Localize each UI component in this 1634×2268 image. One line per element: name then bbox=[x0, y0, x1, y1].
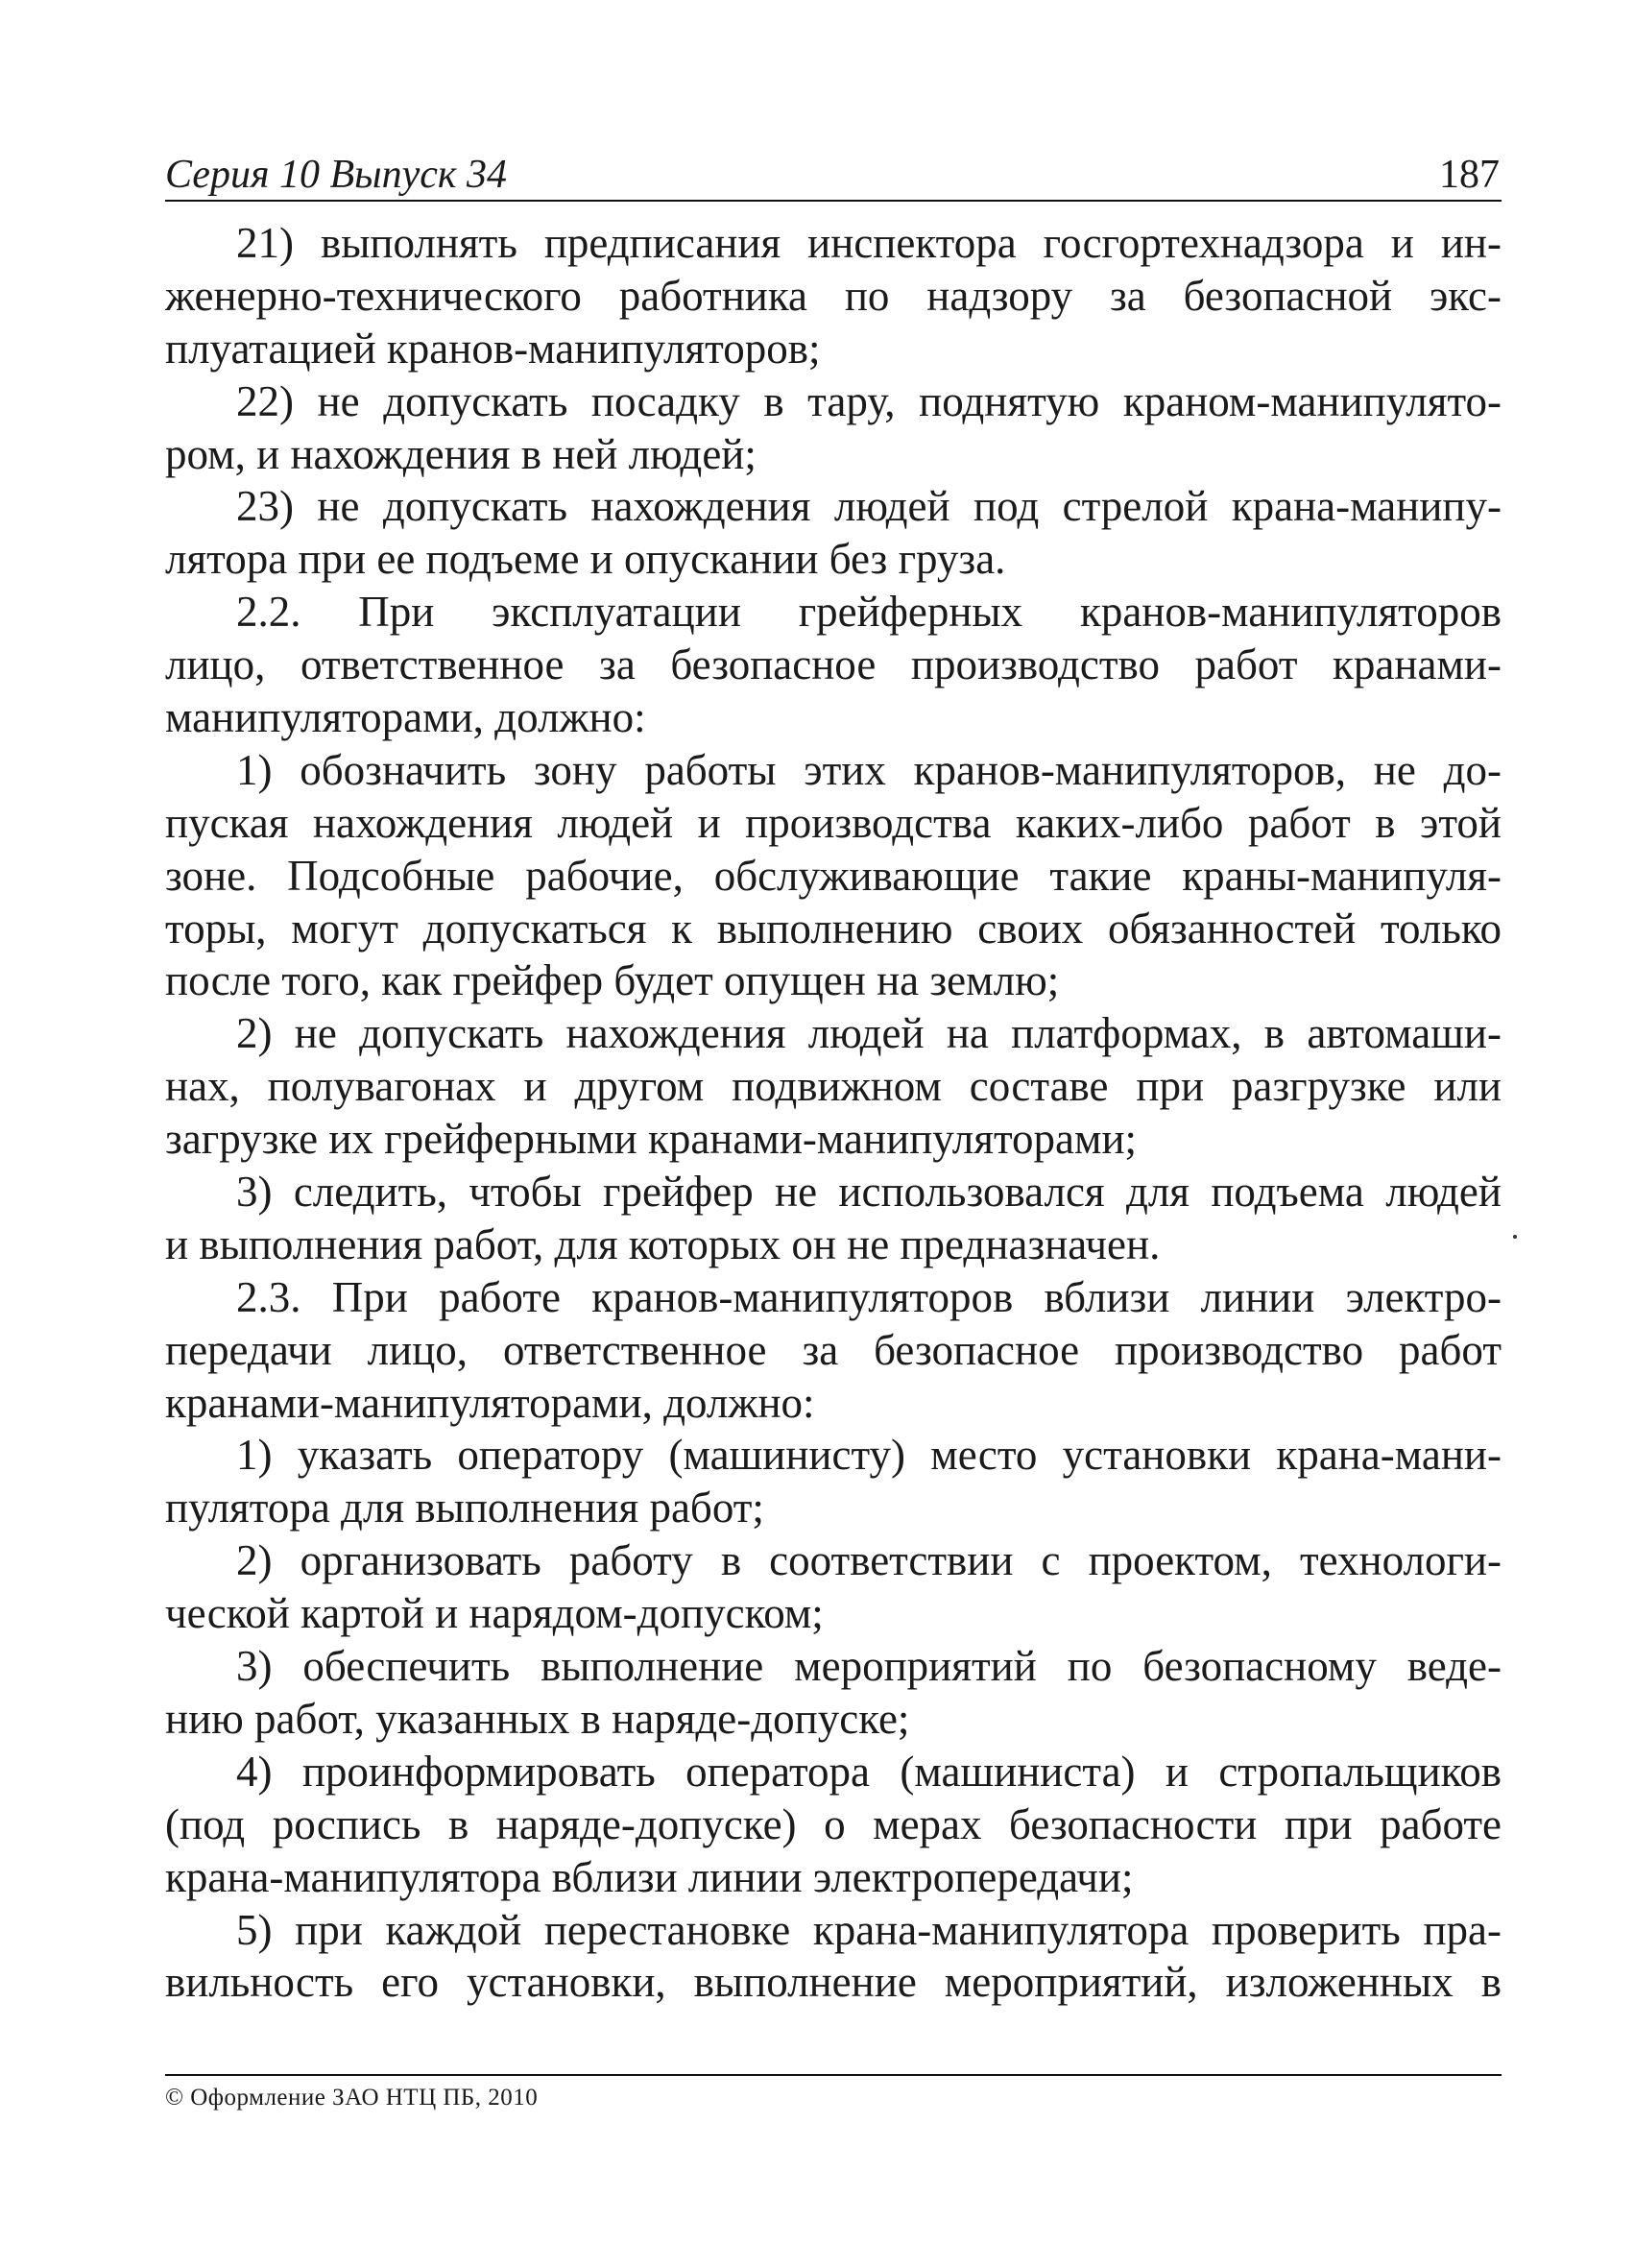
series-title: Серия 10 Выпуск 34 bbox=[165, 153, 507, 197]
text-line: нию работ, указанных в наряде-допуске; bbox=[165, 1694, 910, 1743]
text-line: 2) не допускать нахождения людей на платформах, в автомаши- bbox=[236, 1009, 1502, 1058]
text-line: (под роспись в наряде-допуске) о мерах безопасности при работе bbox=[165, 1799, 1502, 1848]
text-line: 1) указать оператору (машинисту) место установки крана-мани- bbox=[236, 1431, 1502, 1480]
text-line: передачи лицо, ответственное за безопасное производство работ bbox=[165, 1325, 1502, 1374]
text-line: лятора при ее подъеме и опускании без груза. bbox=[165, 535, 1006, 584]
text-line: 2.2. При эксплуатации грейферных кранов-манипуляторов bbox=[236, 588, 1502, 637]
text-line: пуская нахождения людей и производства каких-либо работ в этой bbox=[165, 798, 1502, 847]
text-line: и выполнения работ, для которых он не предназначен. bbox=[165, 1219, 1161, 1268]
text-line: женерно-технического работника по надзору за безопасной экс- bbox=[165, 271, 1502, 320]
footer-copyright: © Оформление ЗАО НТЦ ПБ, 2010 bbox=[165, 2085, 539, 2111]
body-text bbox=[165, 217, 1502, 2009]
text-line: зоне. Подсобные рабочие, обслуживающие такие краны-манипуля- bbox=[165, 851, 1502, 900]
text-line: 23) не допускать нахождения людей под стрелой крана-манипу- bbox=[236, 482, 1502, 531]
text-line: 3) следить, чтобы грейфер не использовался для подъема людей bbox=[236, 1168, 1502, 1217]
text-line: 3) обеспечить выполнение мероприятий по безопасному веде- bbox=[236, 1642, 1502, 1691]
page-number: 187 bbox=[1439, 153, 1500, 197]
text-line: торы, могут допускаться к выполнению своих обязанностей только bbox=[165, 904, 1502, 953]
text-line: плуатацией кранов-манипуляторов; bbox=[165, 324, 821, 373]
text-line: лицо, ответственное за безопасное производство работ кранами- bbox=[165, 640, 1502, 689]
text-line: 5) при каждой перестановке крана-манипулятора проверить пра- bbox=[236, 1905, 1502, 1954]
footer-divider bbox=[165, 2074, 1502, 2076]
text-line: вильность его установки, выполнение мероприятий, изложенных в bbox=[165, 1958, 1502, 2007]
text-line: ческой картой и нарядом-допуском; bbox=[165, 1589, 824, 1638]
text-line: загрузке их грейферными кранами-манипуляторами; bbox=[165, 1115, 1138, 1164]
text-line: нах, полувагонах и другом подвижном составе при разгрузке или bbox=[165, 1062, 1502, 1111]
text-line: 2) организовать работу в соответствии с проектом, технологи- bbox=[236, 1536, 1502, 1585]
text-line: 1) обозначить зону работы этих кранов-манипуляторов, не до- bbox=[236, 745, 1502, 794]
text-line: 21) выполнять предписания инспектора госгортехнадзора и ин- bbox=[236, 219, 1502, 267]
text-line: 2.3. При работе кранов-манипуляторов вблизи линии электро- bbox=[236, 1272, 1502, 1321]
text-line: 4) проинформировать оператора (машиниста) и стропальщиков bbox=[236, 1747, 1502, 1796]
text-line: ром, и нахождения в ней людей; bbox=[165, 429, 757, 478]
running-header bbox=[165, 150, 1500, 200]
scan-speck bbox=[1513, 1235, 1517, 1239]
text-line: манипуляторами, должно: bbox=[165, 693, 646, 742]
text-line: пулятора для выполнения работ; bbox=[165, 1484, 764, 1532]
text-line: 22) не допускать посадку в тару, поднятую краном-манипулято- bbox=[236, 376, 1502, 425]
text-line: крана-манипулятора вблизи линии электропередачи; bbox=[165, 1852, 1134, 1901]
text-line: кранами-манипуляторами, должно: bbox=[165, 1378, 815, 1427]
header-divider bbox=[165, 200, 1502, 202]
text-line: после того, как грейфер будет опущен на землю; bbox=[165, 956, 1060, 1005]
